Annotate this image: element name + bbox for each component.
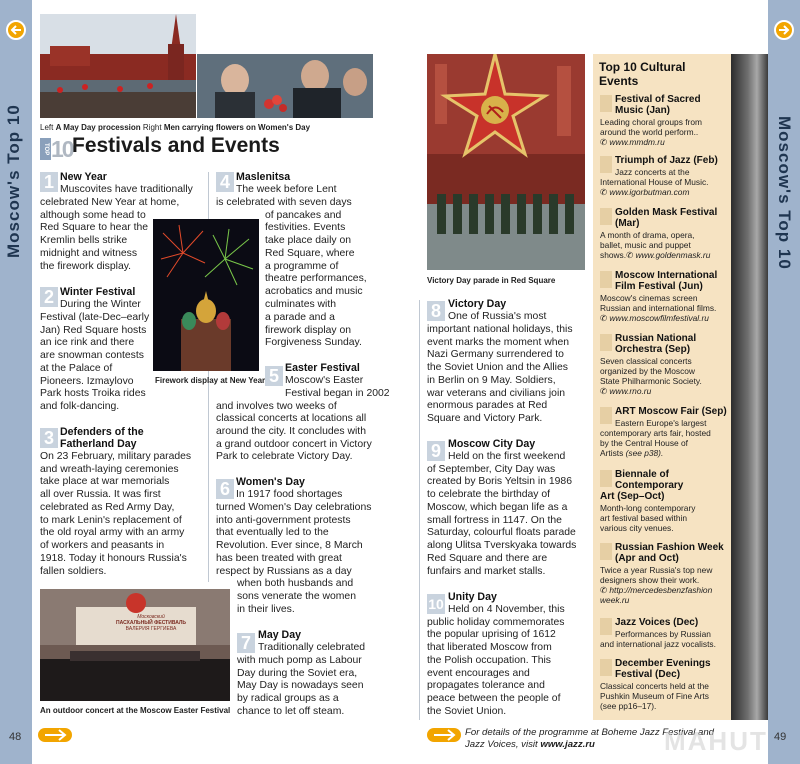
entry-title-unity-day: Unity Day <box>448 591 497 603</box>
banner-line-3: ВАЛЕРИЯ ГЕРГИЕВА <box>125 626 177 632</box>
text-line: event marks the moment when <box>427 337 570 348</box>
sidebar-item-number <box>600 156 612 173</box>
text-line: in their lives. <box>237 604 295 615</box>
text-line: at the Palace of <box>40 363 113 374</box>
text-line: a programme of <box>265 261 339 272</box>
text-line: the popular uprising of 1612 <box>427 629 556 640</box>
sidebar-item-link[interactable] <box>600 386 651 396</box>
bottom-note-line-2 <box>465 739 595 751</box>
entry-title-city-day: Moscow City Day <box>448 438 536 450</box>
text-line: Moscow's Easter <box>285 375 364 386</box>
sidebar-item-number <box>600 618 612 635</box>
sidebar-item-text: Twice a year Russia's top new <box>600 565 713 575</box>
right-band-title: Moscow's Top 10 <box>775 116 794 270</box>
globe-icon: ✆ <box>626 250 636 260</box>
entry-number-5: 5 <box>265 366 283 386</box>
text-line: One of Russia's most <box>448 311 547 322</box>
column-rule-right <box>419 300 420 720</box>
text-line: midnight and witness <box>40 248 138 259</box>
text-line: Square and Victory Park. <box>427 413 543 424</box>
text-line: Red Square to hear the <box>40 222 149 233</box>
right-edge-band <box>768 0 800 764</box>
text-line: all over Russia. It was first <box>40 489 161 500</box>
entry-title-womens-day: Women's Day <box>236 476 305 488</box>
text-line: and wreath-laying ceremonies <box>40 464 179 475</box>
globe-icon: ✆ <box>600 187 610 197</box>
text-line: event encourages and <box>427 668 530 679</box>
entry-number-9: 9 <box>427 441 445 461</box>
entry-number-6: 6 <box>216 479 234 499</box>
sidebar-item-text: Classical concerts held at the <box>600 681 709 691</box>
text-line: turned Women's Day celebrations <box>216 502 372 513</box>
text-line: the firework display. <box>40 261 132 272</box>
sidebar-item-text: Pushkin Museum of Fine Arts <box>600 691 709 701</box>
sidebar-item-title: ART Moscow Fair (Sep) <box>615 406 727 417</box>
sidebar-item-link[interactable] <box>600 187 689 197</box>
link-text[interactable]: www.moscowfilmfestival.ru <box>609 313 709 323</box>
sidebar-item-title: (Apr and Oct) <box>615 553 679 564</box>
text-line: Jan) Red Square hosts <box>40 325 147 336</box>
text-line: in Berlin on 9 May. Soldiers, <box>427 375 556 386</box>
sidebar-item-number <box>600 470 612 487</box>
text-line: public holiday commemorates <box>427 617 565 628</box>
text-line: to celebrate the birthday of <box>427 489 551 500</box>
text-line: that eventually led to the <box>216 527 329 538</box>
text-line: Kremlin bells strike <box>40 235 128 246</box>
text-line: into anti-government protests <box>216 515 351 526</box>
sidebar-item-number <box>600 95 612 112</box>
text-line: May Day is nowadays seen <box>237 680 364 691</box>
sidebar-item-number <box>600 334 612 351</box>
text-line: During the Winter <box>60 299 141 310</box>
entry-number-10: 10 <box>428 596 444 612</box>
text-line: take place at war memorials <box>40 476 170 487</box>
sidebar-item-text: by the Central House of <box>600 438 688 448</box>
sidebar-item-title: Triumph of Jazz (Feb) <box>615 155 718 166</box>
text-line: of pancakes and <box>265 210 342 221</box>
link-text[interactable]: week.ru <box>600 595 630 605</box>
sidebar-item-see <box>600 448 663 458</box>
page-number-left: 48 <box>9 731 22 743</box>
sidebar-item-text: Jazz concerts at the <box>615 167 690 177</box>
link-text[interactable]: www.goldenmask.ru <box>635 250 711 260</box>
link-text[interactable]: www.mmdm.ru <box>609 137 665 147</box>
text-line: is celebrated with seven days <box>216 197 352 208</box>
sidebar-item-title: December Evenings <box>615 658 711 669</box>
sidebar-item-title: Jazz Voices (Dec) <box>615 617 699 628</box>
sidebar-item-text: Artists <box>600 448 624 458</box>
text-line: theatre performances, <box>265 273 367 284</box>
firework-photo <box>153 219 259 371</box>
text-line: festivities. Events <box>265 222 346 233</box>
sidebar-item-title: Music (Jan) <box>615 105 671 116</box>
text-line: and involves two weeks of <box>216 401 337 412</box>
top10-badge-num: 10 <box>51 136 73 162</box>
section-title: Festivals and Events <box>72 134 280 157</box>
page-number-right: 49 <box>774 731 787 743</box>
sidebar-item-title: (Mar) <box>615 218 640 229</box>
text-line: Held on the first weekend <box>448 451 566 462</box>
next-arrow-icon-right[interactable] <box>427 728 461 742</box>
text-line: Festival (late-Dec–early <box>40 312 150 323</box>
sidebar-item-text: art festival based within <box>600 513 688 523</box>
sidebar-item-title: Biennale of <box>615 469 669 480</box>
caption-right-text: Men carrying flowers on Women's Day <box>163 123 311 132</box>
text-line: has been treated with great <box>216 553 342 564</box>
see-reference: (see p38). <box>625 448 664 458</box>
text-line: culminates with <box>265 299 337 310</box>
sidebar-item-text: organized by the Moscow <box>600 366 695 376</box>
text-line: Revolution. Ever since, 8 March <box>216 540 363 551</box>
text-line: the Polish occupation. This <box>427 655 551 666</box>
forward-arrow-icon[interactable] <box>774 20 794 40</box>
text-line: Held on 4 November, this <box>448 604 565 615</box>
entry-number-7: 7 <box>237 633 255 653</box>
sidebar-item-title: Film Festival (Jun) <box>615 281 703 292</box>
text-line: the Soviet Union and the Allies <box>427 362 568 373</box>
text-line: Muscovites have traditionally <box>60 184 193 195</box>
text-line: and folk-dancing. <box>40 401 120 412</box>
link-text[interactable]: www.rno.ru <box>609 386 652 396</box>
text-line: fallen soldiers. <box>40 566 107 577</box>
text-line: sons venerate the women <box>237 591 356 602</box>
text-line: 1918. Today it honours Russia's <box>40 553 187 564</box>
entry-number-2: 2 <box>40 287 58 307</box>
text-line: acrobatics and music <box>265 286 363 297</box>
entry-number-4: 4 <box>216 172 234 192</box>
text-line: Festival began in 2002 <box>285 388 390 399</box>
text-line: Forgiveness Sunday. <box>265 337 362 348</box>
text-line: Red Square and there are <box>427 553 548 564</box>
top10-badge-top: TOP <box>40 138 51 160</box>
sidebar-item-text: ballet, music and puppet <box>600 240 691 250</box>
jazz-link[interactable]: www.jazz.ru <box>540 739 595 750</box>
text-line: created by Boris Yeltsin in 1986 <box>427 476 572 487</box>
text-line: Saturday, colourful floats parade <box>427 527 576 538</box>
entry-title-winter-festival: Winter Festival <box>60 286 136 298</box>
sidebar-item-number <box>600 271 612 288</box>
top-photo-caption <box>40 123 310 133</box>
bottom-note-prefix: Jazz Voices, visit <box>465 739 541 750</box>
sidebar-item-text: Performances by Russian <box>615 629 711 639</box>
text-line: The week before Lent <box>236 184 337 195</box>
banner-line-2: ПАСХАЛЬНЫЙ ФЕСТИВАЛЬ <box>116 620 186 626</box>
text-line: Park to celebrate Victory Day. <box>216 451 353 462</box>
text-line: propagates tolerance and <box>427 680 545 691</box>
entry-title-defenders-2: Fatherland Day <box>60 438 137 450</box>
entry-title-easter-festival: Easter Festival <box>285 362 360 374</box>
text-line: celebrated New Year at home, <box>40 197 180 208</box>
sidebar-item-text: designers show their work. <box>600 575 700 585</box>
watermark: MAHUT <box>664 726 768 756</box>
caption-left-text: A May Day procession <box>55 123 141 132</box>
text-line: that liberated Moscow from <box>427 642 552 653</box>
sidebar-title-2: Events <box>599 74 639 88</box>
text-line: On 23 February, military parades <box>40 451 192 462</box>
sidebar-item-title: Contemporary <box>615 480 684 491</box>
caption-right-label: Right <box>142 123 162 132</box>
sidebar-item-number <box>600 407 612 424</box>
banner-line-1: Московский <box>137 614 165 620</box>
entry-title-may-day: May Day <box>258 629 301 641</box>
text-line: the old royal army with an army <box>40 527 185 538</box>
victory-parade-photo <box>427 54 585 270</box>
sidebar-item-title: Moscow International <box>615 270 718 281</box>
text-line: when both husbands and <box>237 578 354 589</box>
concert-photo <box>40 589 230 701</box>
text-line: In 1917 food shortages <box>236 489 343 500</box>
text-line: funfairs and market stalls. <box>427 566 546 577</box>
link-text[interactable]: www.igorbutman.com <box>609 187 690 197</box>
text-line: Nazi Germany surrendered to <box>427 349 564 360</box>
sidebar-item-title: Russian Fashion Week <box>615 542 724 553</box>
text-line: classical concerts at locations all <box>216 413 367 424</box>
sidebar-item-text: International House of Music. <box>600 177 709 187</box>
link-text[interactable]: http://mercedesbenzfashion <box>609 585 713 595</box>
text-line: respect by Russians as a day <box>216 566 352 577</box>
text-line: chance to let off steam. <box>237 706 345 717</box>
sidebar-item-text: Eastern Europe's largest <box>615 418 707 428</box>
concert-banner <box>96 614 206 632</box>
text-line: small fortress in 1147. On the <box>427 515 562 526</box>
sidebar-item-link[interactable] <box>600 250 710 260</box>
text-line: along Ulitsa Tverskyaka towards <box>427 540 577 551</box>
sidebar-item-title: Festival of Sacred <box>615 94 701 105</box>
sidebar-item-number <box>600 208 612 225</box>
text-line: although some head to <box>40 210 146 221</box>
sidebar-item-number <box>600 659 612 676</box>
victory-caption: Victory Day parade in Red Square <box>427 276 556 285</box>
back-arrow-icon[interactable] <box>6 20 26 40</box>
text-line: Traditionally celebrated <box>258 642 366 653</box>
concert-caption: An outdoor concert at the Moscow Easter Festival <box>40 706 231 715</box>
entry-number-8: 8 <box>427 301 445 321</box>
globe-icon: ✆ <box>600 386 610 396</box>
text-line: Pioneers. Izmaylovo <box>40 376 134 387</box>
text-line: around the city. It concludes with <box>216 426 366 437</box>
entry-title-victory-day: Victory Day <box>448 298 507 310</box>
text-line: Red Square, where <box>265 248 355 259</box>
globe-icon: ✆ <box>600 585 610 595</box>
text-line: Moscow, which began life as a <box>427 502 568 513</box>
sidebar-item-title: Golden Mask Festival <box>615 207 718 218</box>
text-line: Day during the Soviet era, <box>237 668 358 679</box>
text-line: Park hosts Troika rides <box>40 388 146 399</box>
sidebar-item-text: Month-long contemporary <box>600 503 696 513</box>
sidebar-item-text: State Philharmonic Society. <box>600 376 702 386</box>
text-line: a parade and a <box>265 312 335 323</box>
sidebar-item-title: Art (Sep–Oct) <box>600 491 665 502</box>
sidebar-item-text: Seven classical concerts <box>600 356 692 366</box>
text-line: celebrated as Red Army Day, <box>40 502 175 513</box>
see-reference: (see pp16–17). <box>600 701 657 711</box>
sidebar-item-link[interactable] <box>600 313 709 323</box>
text-line: take place daily on <box>265 235 352 246</box>
text-line: are snowman contests <box>40 350 144 361</box>
text-line: enormous parades at Red <box>427 400 548 411</box>
entry-number-1: 1 <box>40 172 58 192</box>
firework-caption: Firework display at New Year <box>155 376 266 385</box>
top10-badge <box>40 136 73 162</box>
text-line: war veterans and civilians join <box>427 388 566 399</box>
sidebar-item-link[interactable] <box>600 137 665 147</box>
entry-title-defenders-1: Defenders of the <box>60 426 144 438</box>
sidebar-title-1: Top 10 Cultural <box>599 60 686 74</box>
text-line: an ice rink and there <box>40 337 135 348</box>
text-line: firework display on <box>265 325 352 336</box>
womens-day-photo <box>197 54 373 118</box>
sidebar-item-title: Orchestra (Sep) <box>615 344 691 355</box>
next-arrow-icon-left[interactable] <box>38 728 72 742</box>
sidebar-item-number <box>600 543 612 560</box>
globe-icon: ✆ <box>600 137 610 147</box>
sidebar-item-title: Russian National <box>615 333 697 344</box>
entry-number-3: 3 <box>40 428 58 448</box>
text-line: of September, City Day was <box>427 464 556 475</box>
sidebar-item-text: shows. <box>600 250 627 260</box>
left-band-title: Moscow's Top 10 <box>4 104 23 258</box>
sidebar-item-link[interactable] <box>600 585 712 595</box>
text-line: to mark Lenin's replacement of <box>40 515 182 526</box>
sidebar-item-text: contemporary arts fair, hosted <box>600 428 711 438</box>
sidebar-item-text: A month of drama, opera, <box>600 230 695 240</box>
globe-icon: ✆ <box>600 313 610 323</box>
sidebar-item-text: and international jazz vocalists. <box>600 639 716 649</box>
text-line: with much pomp as Labour <box>237 655 362 666</box>
text-line: peace between the people of <box>427 693 561 704</box>
text-line: of workers and peasants in <box>40 540 165 551</box>
text-line: by radical groups as a <box>237 693 339 704</box>
sidebar-item-text: Russian and international films. <box>600 303 717 313</box>
sidebar-item-text: around the world perform.. <box>600 127 699 137</box>
sidebar-item-text: Leading choral groups from <box>600 117 702 127</box>
sidebar-item-title: Festival (Dec) <box>615 669 681 680</box>
bottom-note-line-1: For details of the programme at Boheme Jazz Festival and <box>465 727 715 738</box>
caption-left-label: Left <box>40 123 54 132</box>
text-line: important national holidays, this <box>427 324 573 335</box>
text-line: the Soviet Union. <box>427 706 507 717</box>
entry-title-new-year: New Year <box>60 171 107 183</box>
sidebar-edge-photo <box>731 54 768 720</box>
text-line: a grand outdoor concert in Victory <box>216 439 372 450</box>
entry-title-maslenitsa: Maslenitsa <box>236 171 291 183</box>
sidebar-item-text: Moscow's cinemas screen <box>600 293 698 303</box>
sidebar-item-text: various city venues. <box>600 523 674 533</box>
may-day-photo <box>40 14 196 118</box>
